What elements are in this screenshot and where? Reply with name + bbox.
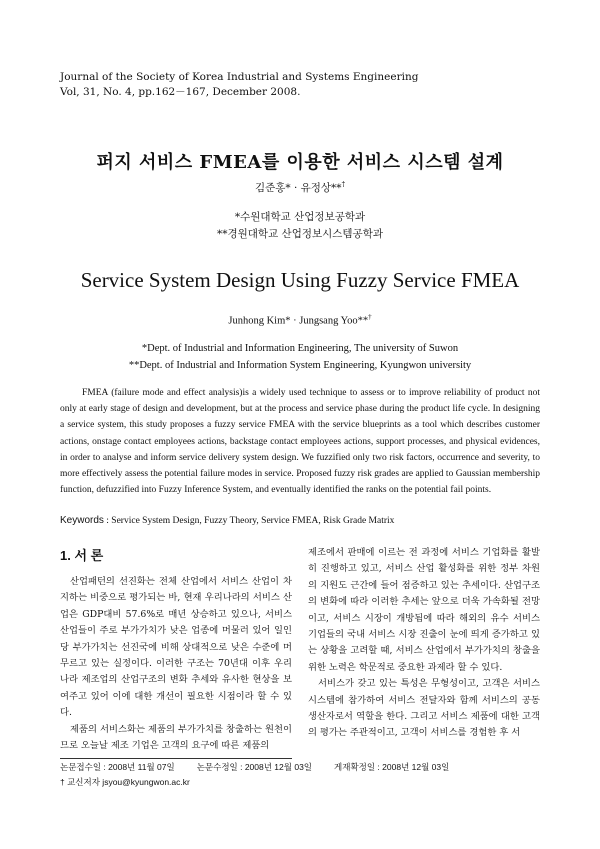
english-affiliation-2: **Dept. of Industrial and Information System Engineering, Kyungwon university (128, 360, 472, 371)
corresponding-mark: † (341, 180, 346, 189)
revised-date: 논문수정일 : 2008년 12월 03일 (196, 762, 313, 772)
korean-author-names: 김준홍* · 유정상** (254, 182, 342, 194)
korean-affiliation-1: *수원대학교 산업정보공학과 (234, 211, 366, 223)
paragraph: 제조에서 판매에 이르는 전 과정에 서비스 기업화를 활발히 진행하고 있고, 서비스 산업 활성화를 위한 정부 차원의 지원도 근간에 들어 점증하고 있는 추세이다. 산업구조의 변화에 따라 이러한 추세는 앞으로 더욱 가속화될 전망이고, 서비스 시장이 개방됨에 따라 해외의 유수 서비스 기업들의 국내 서비스 시장 진출이 눈에 띄게 증가하고 있는 상황을 고려할 때, 서비스 산업에서 부가가치의 창출을 위한 노력은 학문적로 중요한 과제라 할 수 있다. (308, 547, 540, 673)
korean-title: 퍼지 서비스 FMEA를 이용한 서비스 시스템 설계 (96, 152, 504, 173)
keywords (60, 515, 540, 526)
left-column (60, 574, 292, 754)
keywords-text: : Service System Design, Fuzzy Theory, Service FMEA, Risk Grade Matrix (103, 516, 395, 526)
english-authors (0, 313, 600, 327)
right-column (308, 545, 540, 742)
journal-volume: Vol, 31, No. 4, pp.162－167, December 2008. (60, 86, 301, 98)
paragraph: 서비스가 갖고 있는 특성은 무형성이고, 고객은 서비스 시스템에 참가하여 서비스 전달자와 함께 서비스의 공동 생산자로서 역할을 한다. 그리고 서비스 제품에 대한 고객의 평가는 주관적이고, 고객이 서비스를 경험한 후 서 (308, 678, 540, 739)
english-affiliation-1: *Dept. of Industrial and Information Engineering, The university of Suwon (141, 343, 459, 354)
english-author-names: Junhong Kim* · Jungsang Yoo** (228, 315, 369, 327)
journal-name: Journal of the Society of Korea Industrial and Systems Engineering (60, 71, 419, 83)
footnote-dates (60, 761, 471, 773)
korean-affiliations (0, 209, 600, 243)
korean-authors (0, 180, 600, 195)
paragraph: 산업패턴의 선진화는 전체 산업에서 서비스 산업이 차지하는 비중으로 평가되는 바, 현재 우리나라의 서비스 산업은 GDP대비 57.6%로 매년 상승하고 있으나, 서비스 산업들이 주로 부가가치가 낮은 업종에 머물러 있어 일인당 부가가치는 선진국에 비해 상대적으로 낮은 수준에 머무르고 있는 실정이다. 이러한 구조는 70년대 이후 우리나라 제조업의 산업구조의 변화 추세와 유사한 현상을 보여주고 있어 이에 대한 개선이 필요한 시점이라 할 수 있다. (60, 576, 292, 719)
english-affiliations (0, 340, 600, 374)
journal-citation (60, 70, 418, 100)
corresponding-author (60, 776, 190, 788)
keywords-label: Keywords (60, 515, 104, 526)
accepted-date: 게재확정일 : 2008년 12월 03일 (334, 762, 450, 772)
paragraph: 제품의 서비스화는 제품의 부가가치를 창출하는 원천이므로 오늘날 제조 기업은 고객의 요구에 따른 제품의 (60, 723, 292, 752)
corresponding-mark: † (368, 313, 372, 321)
received-date: 논문접수일 : 2008년 11월 07일 (60, 762, 175, 772)
corresponding-mark: † (60, 777, 65, 787)
korean-affiliation-2: **경원대학교 산업정보시스템공학과 (217, 228, 383, 240)
footnote-divider (60, 758, 292, 759)
abstract: FMEA (failure mode and effect analysis)is a widely used technique to assess or to improve reliability of product not only at early stage of design and development, but at the process and service phase during the product life cycle. In designing a service system, this study proposes a fuzzy service FMEA with the service blueprints as a tool which describes customer actions, onstage contact employees actions, backstage contact employees actions, support processes, and physical evidences, in order to analyse and inform service delivery system design. We fuzzified only two risk factors, occurrence and severity, to more effectively assess the potential failure modes in service. Proposed fuzzy risk grades are applied to Gaussian membership function, defuzzified into Fuzzy Inference System, and eventually identified the ranks on the potential fail points. (60, 388, 540, 496)
corresponding-email: 교신저자 jsyou@kyungwon.ac.kr (64, 777, 190, 787)
english-title: Service System Design Using Fuzzy Service FMEA (80, 268, 520, 292)
section-heading: 1. 서 론 (60, 548, 104, 563)
